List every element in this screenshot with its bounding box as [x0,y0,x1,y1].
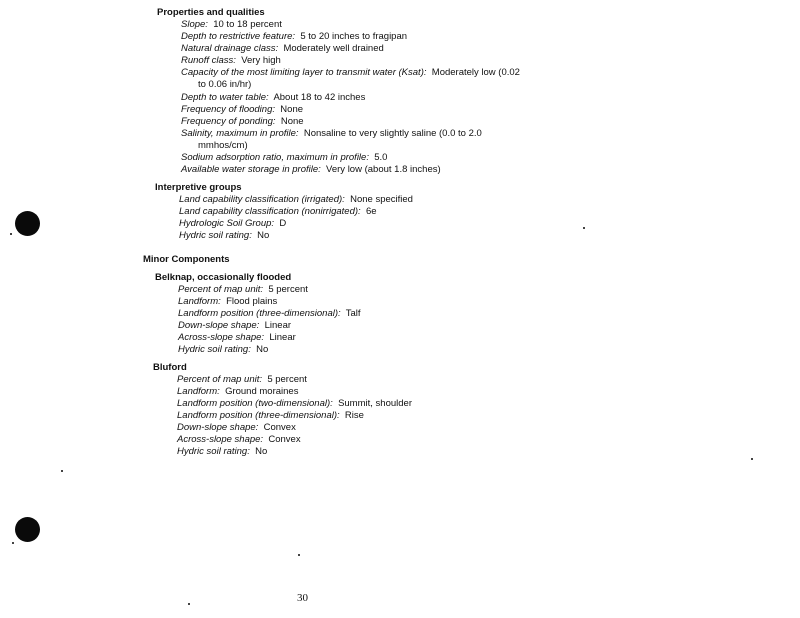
belknap-down-slope: Down-slope shape: Linear [178,320,292,331]
bluford-hydric-rating: Hydric soil rating: No [177,446,268,457]
binder-hole-bottom [15,517,40,542]
scan-speck [188,603,190,605]
belknap-landform-position-3d: Landform position (three-dimensional): Talf [178,308,361,319]
scan-speck [583,227,585,229]
property-slope: Slope: 10 to 18 percent [181,19,282,30]
belknap-landform: Landform: Flood plains [178,296,278,307]
binder-hole-top [15,211,40,236]
property-salinity: Salinity, maximum in profile: Nonsaline to very slightly saline (0.0 to 2.0 [181,128,482,139]
property-restrictive-depth: Depth to restrictive feature: 5 to 20 inches to fragipan [181,31,408,42]
interpretive-nonirrigated-class: Land capability classification (nonirrigated): 6e [179,206,377,217]
property-runoff-class: Runoff class: Very high [181,55,281,66]
interpretive-irrigated-class: Land capability classification (irrigated): None specified [179,194,413,205]
interpretive-hydric-rating: Hydric soil rating: No [179,230,270,241]
property-water-table: Depth to water table: About 18 to 42 inches [181,92,366,103]
property-salinity-continued: mmhos/cm) [198,140,248,151]
bluford-landform: Landform: Ground moraines [177,386,299,397]
property-ksat-continued: to 0.06 in/hr) [198,79,252,90]
page-number: 30 [297,592,308,604]
bluford-heading: Bluford [153,362,187,373]
scan-speck [61,470,63,472]
belknap-percent: Percent of map unit: 5 percent [178,284,308,295]
bluford-landform-position-3d: Landform position (three-dimensional): Rise [177,410,364,421]
bluford-across-slope: Across-slope shape: Convex [177,434,301,445]
bluford-down-slope: Down-slope shape: Convex [177,422,296,433]
property-water-storage: Available water storage in profile: Very low (about 1.8 inches) [181,164,441,175]
properties-heading: Properties and qualities [157,7,265,18]
belknap-heading: Belknap, occasionally flooded [155,272,292,283]
bluford-landform-position-2d: Landform position (two-dimensional): Summit, shoulder [177,398,412,409]
interpretive-heading: Interpretive groups [155,182,242,193]
property-ponding: Frequency of ponding: None [181,116,304,127]
scan-speck [751,458,753,460]
property-drainage-class: Natural drainage class: Moderately well drained [181,43,384,54]
interpretive-hydrologic-group: Hydrologic Soil Group: D [179,218,287,229]
property-sodium-ratio: Sodium adsorption ratio, maximum in profile: 5.0 [181,152,388,163]
belknap-across-slope: Across-slope shape: Linear [178,332,296,343]
belknap-hydric-rating: Hydric soil rating: No [178,344,269,355]
property-flooding: Frequency of flooding: None [181,104,304,115]
scan-speck [10,233,12,235]
bluford-percent: Percent of map unit: 5 percent [177,374,307,385]
minor-components-heading: Minor Components [143,254,230,265]
scan-speck [12,542,14,544]
scan-speck [298,554,300,556]
property-ksat: Capacity of the most limiting layer to transmit water (Ksat): Moderately low (0.02 [181,67,520,78]
